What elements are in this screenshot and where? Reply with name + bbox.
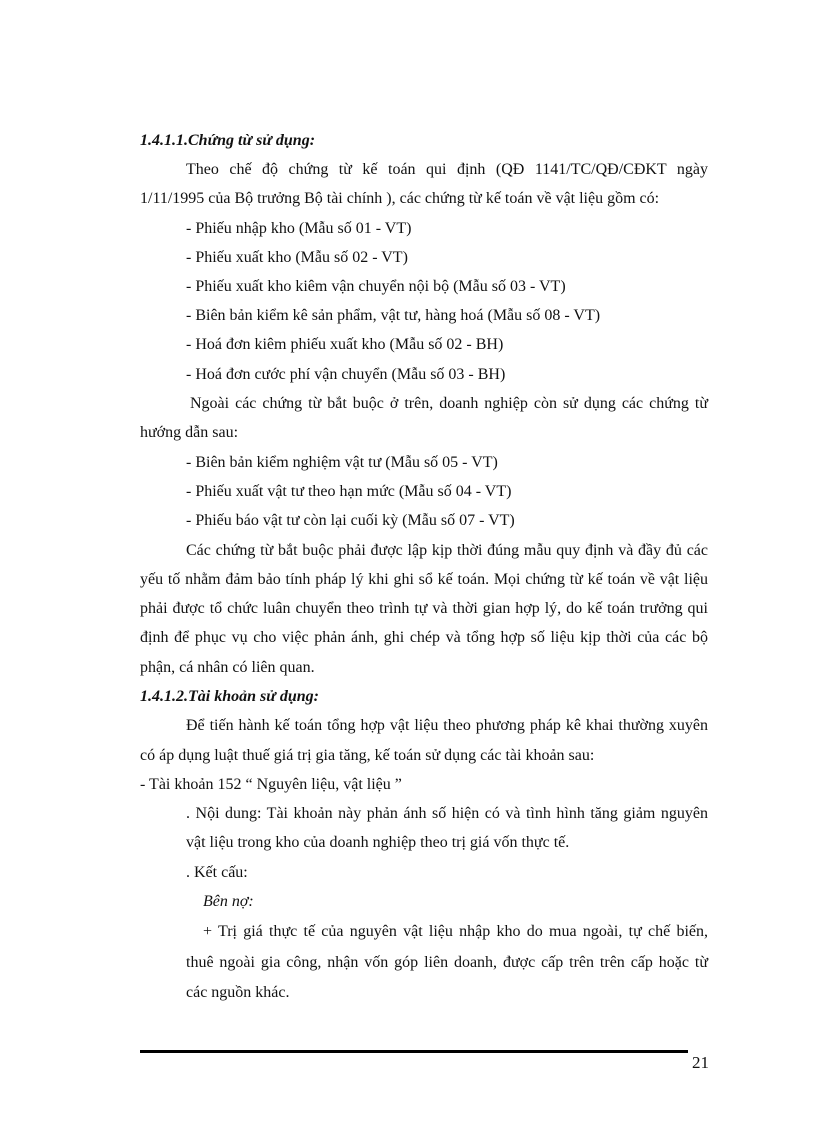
- paragraph-line: yếu tố nhằm đảm bảo tính pháp lý khi ghi sổ kế toán. Mọi chứng từ kế toán về vật liệu: [140, 571, 708, 588]
- list-item: - Biên bản kiểm kê sản phẩm, vật tư, hàng hoá (Mẫu số 08 - VT): [186, 307, 601, 324]
- paragraph-line: hướng dẫn sau:: [140, 424, 239, 441]
- list-item: - Hoá đơn cước phí vận chuyển (Mẫu số 03 - BH): [186, 366, 506, 383]
- paragraph-line: vật liệu trong kho của doanh nghiệp theo trị giá vốn thực tế.: [186, 834, 570, 851]
- list-item: - Phiếu xuất kho (Mẫu số 02 - VT): [186, 249, 408, 266]
- paragraph-line: Ngoài các chứng từ bắt buộc ở trên, doanh nghiệp còn sử dụng các chứng từ: [190, 395, 708, 412]
- debit-label: Bên nợ:: [203, 893, 254, 910]
- paragraph-line: định để phục vụ cho việc phản ánh, ghi chép và tổng hợp số liệu kịp thời của các bộ: [140, 629, 708, 646]
- paragraph-line: Theo chế độ chứng từ kế toán qui định (QĐ 1141/TC/QĐ/CĐKT ngày: [186, 161, 708, 178]
- footer-rule: [140, 1050, 688, 1053]
- paragraph-line: phận, cá nhân có liên quan.: [140, 659, 315, 676]
- paragraph-line: 1/11/1995 của Bộ trưởng Bộ tài chính ), các chứng từ kế toán về vật liệu gồm có:: [140, 190, 660, 207]
- paragraph-line: các nguồn khác.: [186, 984, 290, 1001]
- list-item: - Hoá đơn kiêm phiếu xuất kho (Mẫu số 02 - BH): [186, 336, 504, 353]
- paragraph-line: + Trị giá thực tế của nguyên vật liệu nhập kho do mua ngoài, tự chế biến,: [203, 923, 708, 940]
- paragraph-line: . Kết cấu:: [186, 864, 248, 881]
- list-item: - Phiếu báo vật tư còn lại cuối kỳ (Mẫu số 07 - VT): [186, 512, 515, 529]
- account-line: - Tài khoản 152 “ Nguyên liệu, vật liệu ”: [140, 776, 402, 793]
- list-item: - Phiếu nhập kho (Mẫu số 01 - VT): [186, 220, 412, 237]
- paragraph-line: phải được tổ chức luân chuyển theo trình tự và thời gian hợp lý, do kế toán trưởng qui: [140, 600, 708, 617]
- paragraph-line: Để tiến hành kế toán tổng hợp vật liệu theo phương pháp kê khai thường xuyên: [186, 717, 708, 734]
- paragraph-line: . Nội dung: Tài khoản này phản ánh số hiện có và tình hình tăng giảm nguyên: [186, 805, 708, 822]
- list-item: - Phiếu xuất vật tư theo hạn mức (Mẫu số 04 - VT): [186, 483, 512, 500]
- list-item: - Phiếu xuất kho kiêm vận chuyển nội bộ (Mẫu số 03 - VT): [186, 278, 566, 295]
- paragraph-line: có áp dụng luật thuế giá trị gia tăng, kế toán sử dụng các tài khoản sau:: [140, 747, 595, 764]
- list-item: - Biên bản kiểm nghiệm vật tư (Mẫu số 05 - VT): [186, 454, 498, 471]
- section-heading-tai-khoan: 1.4.1.2.Tài khoản sử dụng:: [140, 688, 319, 705]
- page-number: 21: [692, 1053, 709, 1072]
- paragraph-line: Các chứng từ bắt buộc phải được lập kịp thời đúng mẫu quy định và đầy đủ các: [186, 542, 708, 559]
- section-heading-chung-tu: 1.4.1.1.Chứng từ sử dụng:: [140, 132, 316, 149]
- paragraph-line: thuê ngoài gia công, nhận vốn góp liên doanh, được cấp trên trên cấp hoặc từ: [186, 954, 708, 971]
